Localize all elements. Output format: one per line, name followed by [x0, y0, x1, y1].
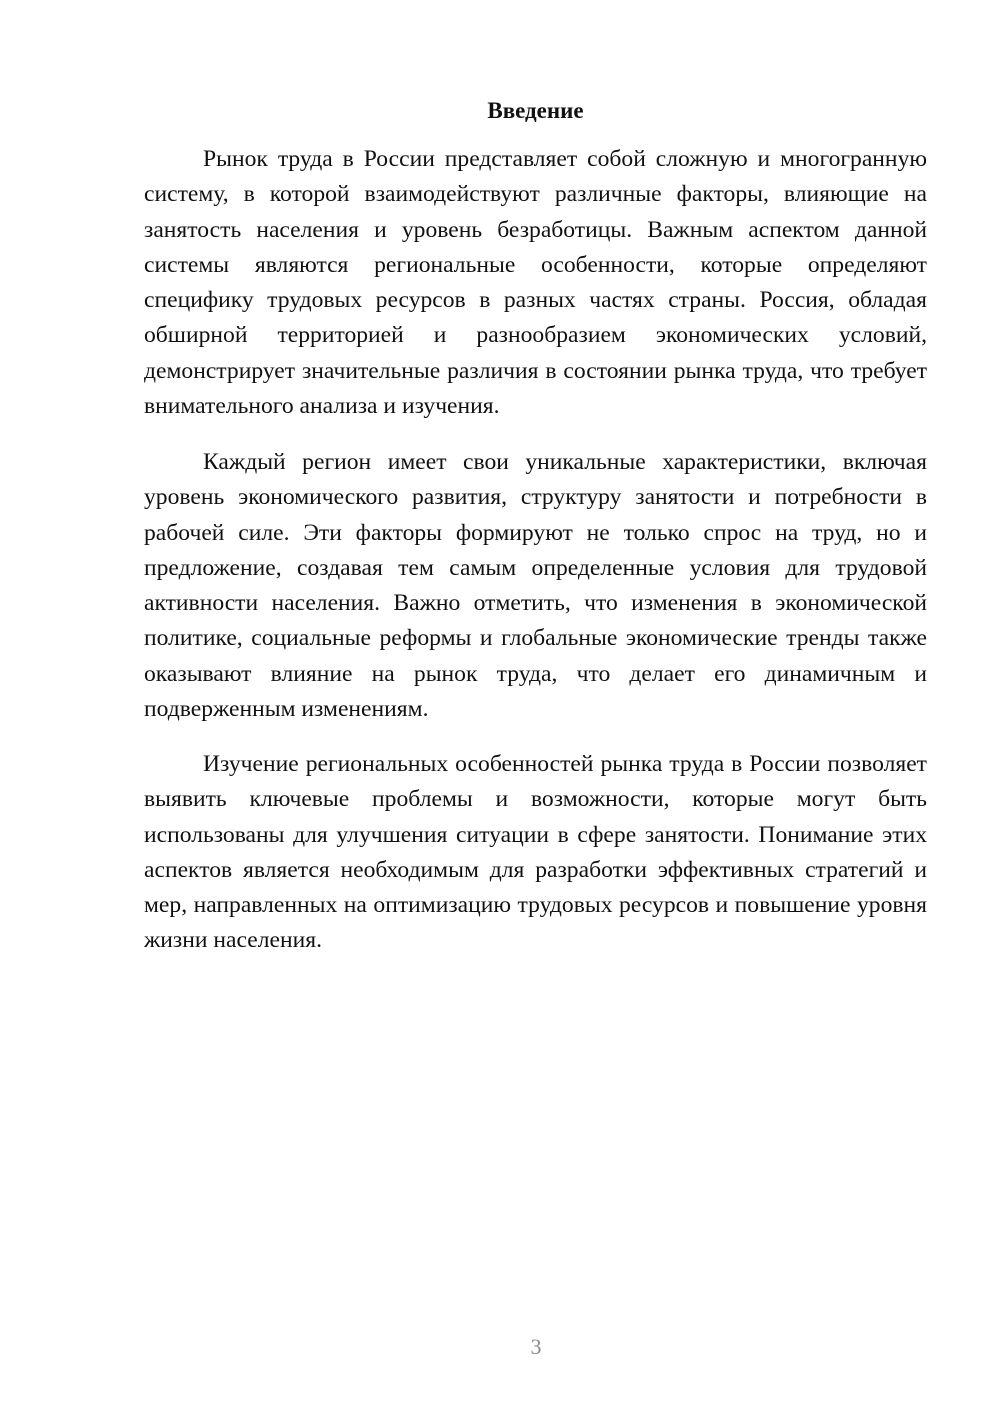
paragraph-1: Рынок труда в России представляет собой сложную и многогранную систему, в которой взаимодействуют различные факторы, влияющие на занятость населения и уровень безработицы. Важным аспектом данной системы являются региональные особенности, которые определяют специфику трудовых ресурсов в разных частях страны. Россия, обладая обширной территорией и разнообразием экономических условий, демонстрирует значительные различия в состоянии рынка труда, что требует внимательного анализа и изучения.: [144, 146, 927, 420]
section-title: Введение: [487, 98, 584, 123]
paragraph-3: Изучение региональных особенностей рынка труда в России позволяет выявить ключевые проблемы и возможности, которые могут быть использованы для улучшения ситуации в сфере занятости. Понимание этих аспектов является необходимым для разработки эффективных стратегий и мер, направленных на оптимизацию трудовых ресурсов и повышение уровня жизни населения.: [144, 751, 927, 954]
page-number: 3: [530, 1334, 542, 1359]
paragraph-2: Каждый регион имеет свои уникальные характеристики, включая уровень экономического развития, структуру занятости и потребности в рабочей силе. Эти факторы формируют не только спрос на труд, но и предложение, создавая тем самым определенные условия для трудовой активности населения. Важно отметить, что изменения в экономической политике, социальные реформы и глобальные экономические тренды также оказывают влияние на рынок труда, что делает его динамичным и подверженным изменениям.: [144, 449, 927, 723]
